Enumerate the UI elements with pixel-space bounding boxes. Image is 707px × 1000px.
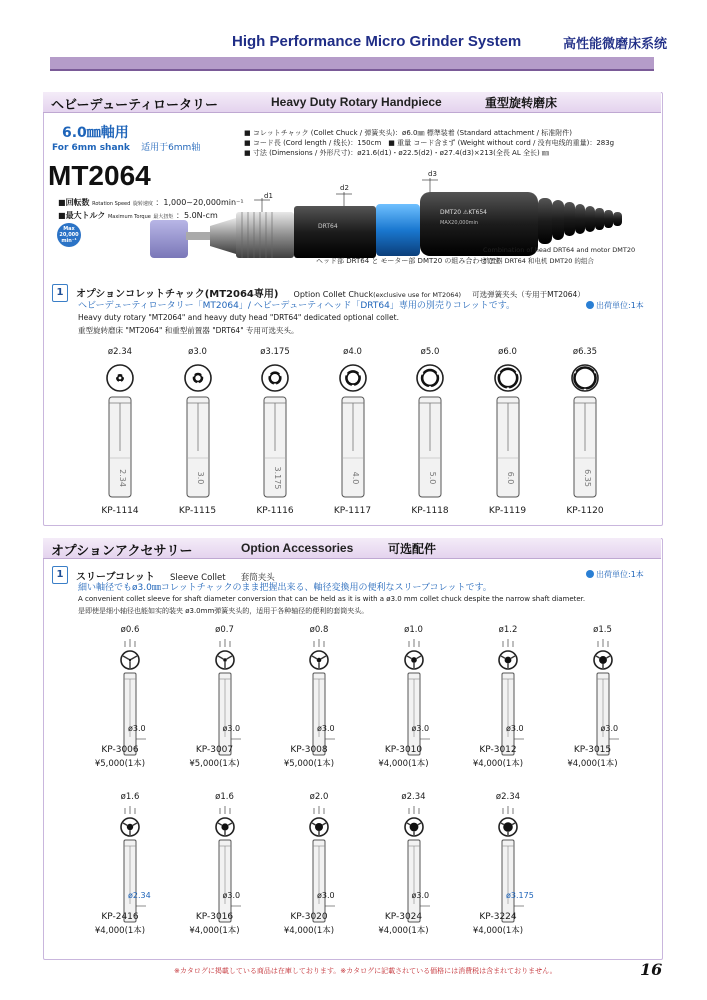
section-accessories-title-jp: オプションアクセサリー [51, 544, 193, 559]
sleeve-inner-diameter-label: ø1.6 [120, 792, 140, 802]
sleeve-outer-diameter-label: ø3.175 [506, 891, 534, 900]
max-badge-line3: min⁻¹ [61, 238, 77, 244]
sleeve-part-number: KP-3010 [384, 745, 423, 755]
collet-chuck-drawing [100, 363, 140, 503]
collet-chuck-drawing [410, 363, 450, 503]
sleeve-outer-diameter-label: ø3.0 [411, 724, 430, 733]
spec-torque-label: 最大トルク [65, 211, 106, 220]
collet-part-number: KP-1119 [488, 506, 527, 516]
sleeve-inner-diameter-label: ø0.6 [120, 625, 140, 635]
option-collet-ship-unit [586, 300, 644, 311]
sleeve-desc-cn: 是即使是细小轴径也能如实的装夹 ø3.0mm弹簧夹头的，适用于各种轴径的便利的套筒夹头。 [78, 607, 369, 615]
sleeve-inner-diameter-label: ø2.34 [495, 792, 521, 802]
grip-knurl [236, 212, 294, 258]
sleeve-price: ¥4,000(1本) [94, 926, 146, 936]
spec-torque-value: 5.0N-cm [183, 211, 218, 220]
sleeve-title-jp: スリーブコレット [76, 572, 155, 583]
sleeve-inner-diameter-label: ø1.6 [215, 792, 234, 802]
spec-rpm-label: 回転数 [65, 198, 90, 207]
sleeve-outer-diameter-label: ø3.0 [411, 891, 430, 900]
sleeve-inner-diameter-label: ø1.2 [498, 625, 518, 635]
collet-chuck-drawing [255, 363, 295, 503]
collet-size-marking: 5.0 [428, 471, 437, 485]
shank-en [52, 140, 200, 153]
collet-chuck-drawing [333, 363, 373, 503]
header-bar-underline [50, 69, 654, 71]
option-collet-desc-en: Heavy duty rotary "MT2064" and heavy duty head "DRT64" dedicated optional collet. [78, 313, 399, 322]
collet-part-number: KP-1120 [566, 506, 604, 516]
head-print: DRT64 [318, 223, 338, 230]
spec-torque: ■最大トルク Maximum Torque 最大扭矩 ：5.0N-cm [58, 211, 218, 220]
dim-label-d3: d3 [428, 170, 437, 178]
sleeve-collet-drawing [207, 806, 243, 926]
sleeve-outer-diameter-label: ø3.0 [600, 724, 619, 733]
page-header-title-cn: 高性能微磨床系统 [563, 37, 668, 52]
collet-diameter-label: ø6.0 [498, 347, 517, 357]
sleeve-price: ¥5,000(1本) [94, 759, 146, 769]
sleeve-price: ¥4,000(1本) [189, 926, 240, 936]
max-speed-badge [57, 223, 81, 247]
option-collet-desc-jp: ヘビーデューティロータリー「MT2064」/ ヘビーデューティヘッド「DRT64」専用の別売りコレットです。 [78, 301, 516, 311]
option-collet-title-en-note: (exclusive use for MT2064) [373, 291, 462, 299]
sleeve-outer-diameter-label: ø2.34 [128, 891, 151, 900]
sleeve-inner-diameter-label: ø0.7 [215, 625, 234, 635]
collet-diameter-label: ø3.175 [260, 347, 290, 357]
collet-size-marking: 2.34 [118, 469, 127, 487]
sleeve-inner-diameter-label: ø2.0 [309, 792, 329, 802]
collet-nut [210, 218, 236, 254]
sleeve-ship-unit [586, 569, 644, 580]
collet-size-marking: 3.0 [195, 471, 205, 485]
sleeve-outer-diameter-label: ø3.0 [317, 891, 335, 900]
sleeve-collet-drawing [490, 806, 526, 926]
motor-print-2: MAX20,000min [440, 220, 479, 226]
sleeve-collet-drawing [112, 806, 148, 926]
section-accessories-title-en: Option Accessories [241, 541, 354, 555]
footer-note: ※カタログに掲載している商品は在庫しております。※カタログに記載されている価格には消費税は含まれておりません。 [174, 967, 557, 975]
sleeve-part-number: KP-3015 [573, 745, 612, 755]
sleeve-inner-diameter-label: ø2.34 [401, 792, 426, 802]
sleeve-price: ¥4,000(1本) [472, 759, 524, 769]
sleeve-price: ¥5,000(1本) [283, 759, 335, 769]
collet-part-number: KP-1114 [101, 506, 139, 516]
max-badge-line2: 20,000 [59, 232, 79, 238]
header-bar [50, 57, 654, 69]
option-collet-title-cn: 可选弹簧夹头（专用于MT2064） [472, 290, 585, 299]
option-collet-desc-cn: 重型旋转磨床 "MT2064" 和重型前置器 "DRT64" 专用可选夹头。 [78, 326, 299, 335]
combination-note-en: Combination of head DRT64 and motor DMT20 [483, 246, 636, 254]
collet-part-number: KP-1117 [333, 506, 372, 516]
model-number: MT2064 [48, 160, 151, 191]
max-badge-line1: Max [63, 226, 75, 232]
collet-part-number: KP-1115 [178, 506, 217, 516]
option-collet-title-en: Option Collet Chuck [293, 290, 374, 299]
spec-rpm-en: Rotation Speed [92, 201, 131, 207]
sleeve-collet-badge: 1 [52, 566, 68, 584]
sleeve-part-number: KP-3007 [195, 745, 234, 755]
spec-torque-en: Maximum Torque [107, 214, 151, 220]
blue-coupling [376, 204, 420, 256]
sleeve-part-number: KP-3012 [479, 745, 517, 755]
sleeve-part-number: KP-3006 [101, 745, 139, 755]
cord-strain-relief [538, 198, 622, 244]
sleeve-inner-diameter-label: ø1.0 [404, 625, 423, 635]
spec-line-dimensions: ■ 寸法 (Dimensions / 外形尺寸)：ø21.6(d1)・ø22.5(d2)・ø27.4(d3)×213(全長 AL 全长) ㎜ [244, 149, 549, 157]
sleeve-collet-drawing [490, 639, 526, 759]
spec-torque-cn: 最大扭矩 [153, 214, 174, 220]
sleeve-part-number: KP-3024 [384, 912, 423, 922]
sleeve-outer-diameter-label: ø3.0 [222, 724, 241, 733]
collet-part-number: KP-1118 [411, 506, 449, 516]
section-rotary-title-en: Heavy Duty Rotary Handpiece [271, 95, 442, 109]
sleeve-price: ¥4,000(1本) [283, 926, 335, 936]
collet-diameter-label: ø3.0 [188, 347, 207, 357]
sleeve-ship-unit-text: 出荷単位:1本 [596, 570, 644, 579]
sleeve-title-en: Sleeve Collet [170, 573, 226, 583]
sleeve-inner-diameter-label: ø1.5 [593, 625, 612, 635]
sleeve-part-number: KP-3020 [290, 912, 328, 922]
sleeve-desc-en: A convenient collet sleeve for shaft diameter conversion that can be held as it is with a ø3.0 mm collet chuck despite the narrow shaft diameter. [78, 595, 586, 603]
sleeve-title-cn: 套筒夹头 [240, 573, 275, 583]
sleeve-inner-diameter-label: ø0.8 [309, 625, 329, 635]
head-body [294, 206, 376, 258]
spec-rpm-cn: 旋转速度 [132, 201, 153, 207]
dim-label-d1: d1 [264, 192, 273, 200]
spec-line-collet: ■ コレットチャック (Collet Chuck / 弹簧夹头)：ø6.0㎜ 標準装着 (Standard attachment / 标准附件) [244, 129, 572, 137]
option-collet-badge: 1 [52, 284, 68, 302]
grinding-stone [150, 220, 212, 258]
sleeve-price: ¥4,000(1本) [567, 759, 618, 769]
sleeve-outer-diameter-label: ø3.0 [506, 724, 524, 733]
sleeve-collet-drawing [207, 639, 243, 759]
shank-en-text: For 6mm shank [52, 143, 130, 153]
spec-rpm-value: 1,000~20,000min⁻¹ [163, 198, 244, 207]
sleeve-outer-diameter-label: ø3.0 [128, 724, 146, 733]
section-accessories-header [43, 538, 661, 559]
collet-size-marking: 4.0 [350, 471, 360, 485]
sleeve-price: ¥4,000(1本) [378, 759, 429, 769]
collet-diameter-label: ø5.0 [420, 347, 440, 357]
page-number: 16 [640, 960, 663, 979]
collet-part-number: KP-1116 [256, 506, 294, 516]
combination-note-jp: ヘッド部 DRT64 と モーター部 DMT20 の組み合わせです [316, 257, 501, 265]
combination-note-cn: 前置器 DRT64 和电机 DMT20 的组合 [483, 257, 594, 265]
sleeve-part-number: KP-3016 [195, 912, 234, 922]
sleeve-collet-drawing [396, 639, 432, 759]
sleeve-price: ¥4,000(1本) [472, 926, 524, 936]
shank-jp: 6.0㎜軸用 [62, 125, 129, 141]
collet-diameter-label: ø6.35 [572, 347, 598, 357]
ship-unit-icon [586, 570, 594, 578]
collet-diameter-label: ø4.0 [343, 347, 362, 357]
sleeve-collet-drawing [585, 639, 621, 759]
sleeve-collet-drawing [301, 806, 337, 926]
option-collet-ship-unit-text: 出荷単位:1本 [596, 301, 644, 310]
collet-size-marking: 6.0 [505, 471, 515, 485]
ship-unit-icon [586, 301, 594, 309]
sleeve-part-number: KP-3224 [479, 912, 517, 922]
sleeve-collet-drawing [112, 639, 148, 759]
collet-size-marking: 3.175 [273, 466, 282, 490]
section-rotary-title-cn: 重型旋转磨床 [485, 96, 558, 110]
spec-rpm: ■回転数 Rotation Speed 旋转速度 ：1,000~20,000min⁻¹ [58, 198, 244, 207]
sleeve-price: ¥4,000(1本) [378, 926, 429, 936]
sleeve-part-number: KP-2416 [101, 912, 139, 922]
option-collet-title-jp: オプションコレットチャック(MT2064専用) [76, 289, 279, 300]
section-accessories-title-cn: 可选配件 [388, 542, 437, 556]
sleeve-price: ¥5,000(1本) [189, 759, 240, 769]
sleeve-collet-drawing [301, 639, 337, 759]
section-rotary-title-jp: ヘビーデューティロータリー [51, 98, 219, 113]
sleeve-desc-jp: 細い軸径でもø3.0㎜コレットチャックのまま把握出来る、軸径変換用の便利なスリーブコレットです。 [78, 583, 492, 593]
motor-print-1: DMT20 ⚠KT654 [440, 209, 487, 216]
sleeve-outer-diameter-label: ø3.0 [222, 891, 241, 900]
sleeve-part-number: KP-3008 [290, 745, 328, 755]
collet-chuck-drawing [178, 363, 218, 503]
collet-chuck-drawing [565, 363, 605, 503]
collet-chuck-drawing [488, 363, 528, 503]
dim-label-d2: d2 [340, 184, 349, 192]
spec-line-cord: ■ コード長 (Cord length / 线长)：150cm ■ 重量 コード含まず (Weight without cord / 没有电线的重量)：283g [244, 139, 615, 147]
sleeve-collet-drawing [396, 806, 432, 926]
page-header-title: High Performance Micro Grinder System [232, 33, 522, 50]
shank-cn-text: 适用于6mm轴 [141, 143, 201, 153]
collet-diameter-label: ø2.34 [107, 347, 133, 357]
section-rotary-header [43, 92, 661, 113]
sleeve-outer-diameter-label: ø3.0 [317, 724, 335, 733]
collet-size-marking: 6.35 [583, 469, 592, 487]
spec-description [244, 128, 614, 158]
